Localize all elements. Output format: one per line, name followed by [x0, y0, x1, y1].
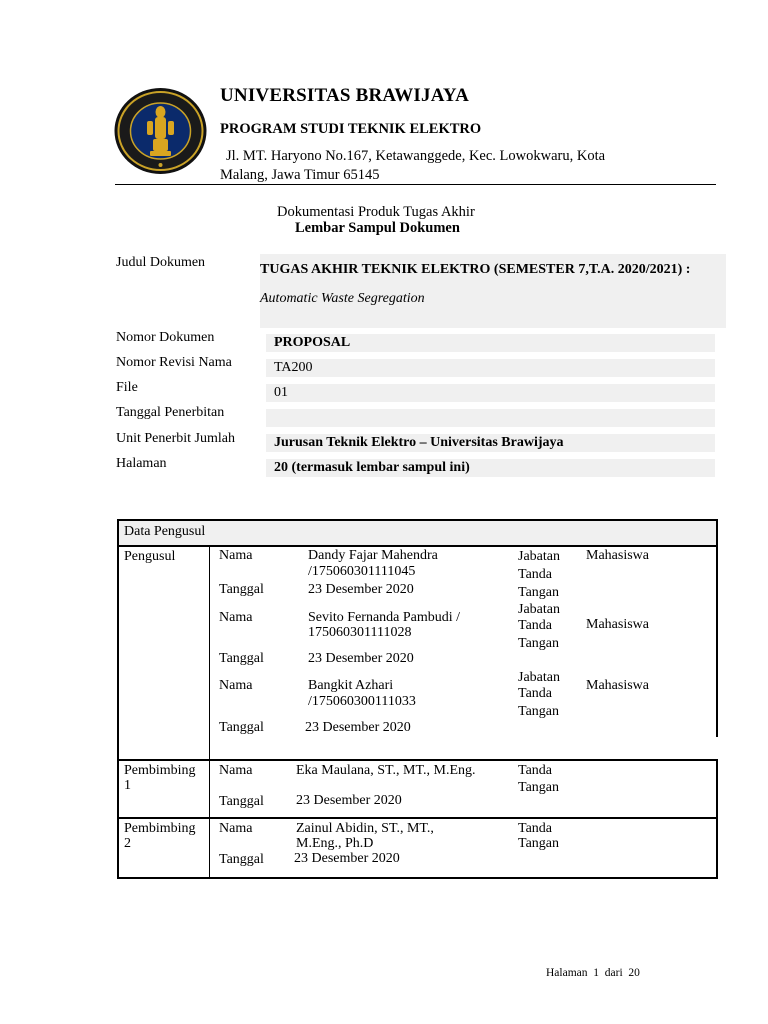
member-3-nim: /175060300111033 — [308, 694, 416, 709]
member-1-nim: /175060301111045 — [308, 564, 416, 579]
member-2-nama-label: Nama — [219, 610, 253, 625]
field-box-3 — [266, 384, 715, 402]
member-2-tangan-label: Tangan — [518, 636, 560, 651]
label-tanggal-penerbitan: Tanggal Penerbitan — [116, 405, 225, 420]
table-border-left — [117, 519, 119, 879]
pembimbing-1-number: 1 — [124, 778, 131, 793]
table-border-right-1 — [716, 519, 718, 737]
table-header-bg — [119, 521, 716, 545]
page-footer: Halaman 1 dari 20 — [546, 967, 640, 979]
pembimbing-1-date: 23 Desember 2020 — [296, 793, 402, 808]
member-2-name: Sevito Fernanda Pambudi / — [308, 610, 461, 625]
pembimbing-2-date: 23 Desember 2020 — [294, 851, 400, 866]
pembimbing-1-tangan-label: Tangan — [518, 780, 560, 795]
table-title: Data Pengusul — [124, 524, 206, 539]
table-divider-pembimbing2 — [117, 817, 718, 819]
member-1-nama-label: Nama — [219, 548, 253, 563]
member-3-role: Mahasiswa — [586, 678, 649, 693]
pembimbing-1-tanggal-label: Tanggal — [219, 794, 264, 809]
value-ta: TA200 — [274, 360, 313, 375]
table-border-bottom — [117, 877, 718, 879]
table-border-top — [117, 519, 718, 521]
member-3-tanggal-label: Tanggal — [219, 720, 264, 735]
member-3-date: 23 Desember 2020 — [305, 720, 411, 735]
pembimbing-2-label: Pembimbing — [124, 821, 196, 836]
label-nomor-revisi: Nomor Revisi Nama — [116, 355, 232, 370]
judul-title: TUGAS AKHIR TEKNIK ELEKTRO (SEMESTER 7,T.A. 2020/2021) : — [260, 262, 691, 277]
pengusul-label: Pengusul — [124, 549, 176, 564]
judul-label: Judul Dokumen — [116, 255, 206, 270]
doc-subheading: Lembar Sampul Dokumen — [295, 220, 460, 236]
pembimbing-2-tanda-label: Tanda — [518, 821, 553, 836]
pembimbing-1-nama-label: Nama — [219, 763, 253, 778]
member-3-name: Bangkit Azhari — [308, 678, 394, 693]
pembimbing-2-number: 2 — [124, 836, 131, 851]
field-box-4 — [266, 409, 715, 427]
value-unit: Jurusan Teknik Elektro – Universitas Brawijaya — [274, 435, 564, 450]
table-border-right-2 — [716, 760, 718, 879]
pembimbing-2-tanggal-label: Tanggal — [219, 852, 264, 867]
member-1-tangan-label: Tangan — [518, 585, 560, 600]
address-line-1: Jl. MT. Haryono No.167, Ketawanggede, Kec. Lowokwaru, Kota — [226, 148, 606, 164]
member-1-jabatan-label: Jabatan — [518, 549, 560, 564]
pembimbing-1-name: Eka Maulana, ST., MT., M.Eng. — [296, 763, 476, 778]
pembimbing-2-nama-label: Nama — [219, 821, 253, 836]
member-2-date: 23 Desember 2020 — [308, 651, 414, 666]
judul-subtitle: Automatic Waste Segregation — [260, 291, 425, 306]
doc-heading: Dokumentasi Produk Tugas Akhir — [277, 204, 475, 220]
header-divider — [115, 184, 716, 185]
university-name: UNIVERSITAS BRAWIJAYA — [220, 85, 469, 106]
table-header-divider — [117, 545, 718, 547]
university-logo — [113, 87, 208, 175]
member-3-tanda-label: Tanda — [518, 686, 553, 701]
value-proposal: PROPOSAL — [274, 335, 351, 350]
label-nomor-dokumen: Nomor Dokumen — [116, 330, 215, 345]
value-revisi: 01 — [274, 385, 288, 400]
table-column-divider — [209, 545, 210, 878]
member-1-role: Mahasiswa — [586, 548, 649, 563]
member-2-role: Mahasiswa — [586, 617, 649, 632]
program-name: PROGRAM STUDI TEKNIK ELEKTRO — [220, 121, 482, 137]
label-unit-penerbit: Unit Penerbit Jumlah — [116, 431, 235, 446]
address — [220, 147, 650, 185]
member-2-jabatan-label: Jabatan — [518, 602, 560, 617]
member-2-tanggal-label: Tanggal — [219, 651, 264, 666]
value-halaman: 20 (termasuk lembar sampul ini) — [274, 460, 470, 475]
member-1-name: Dandy Fajar Mahendra — [308, 548, 438, 563]
member-1-tanggal-label: Tanggal — [219, 582, 264, 597]
label-file: File — [116, 380, 138, 395]
judul-value — [260, 255, 720, 313]
field-box-2 — [266, 359, 715, 377]
member-2-nim: 175060301111028 — [308, 625, 412, 640]
label-halaman: Halaman — [116, 456, 167, 471]
member-3-nama-label: Nama — [219, 678, 253, 693]
member-1-tanda-label: Tanda — [518, 567, 553, 582]
member-3-tangan-label: Tangan — [518, 704, 560, 719]
member-3-jabatan-label: Jabatan — [518, 670, 560, 685]
member-1-date: 23 Desember 2020 — [308, 582, 414, 597]
pembimbing-2-name-cont: M.Eng., Ph.D — [296, 836, 374, 851]
table-divider-pembimbing1 — [117, 759, 718, 761]
pembimbing-1-label: Pembimbing — [124, 763, 196, 778]
pembimbing-2-name: Zainul Abidin, ST., MT., — [296, 821, 434, 836]
member-2-tanda-label: Tanda — [518, 618, 553, 633]
address-line-2: Malang, Jawa Timur 65145 — [220, 167, 380, 183]
pembimbing-1-tanda-label: Tanda — [518, 763, 553, 778]
pembimbing-2-tangan-label: Tangan — [518, 836, 560, 851]
